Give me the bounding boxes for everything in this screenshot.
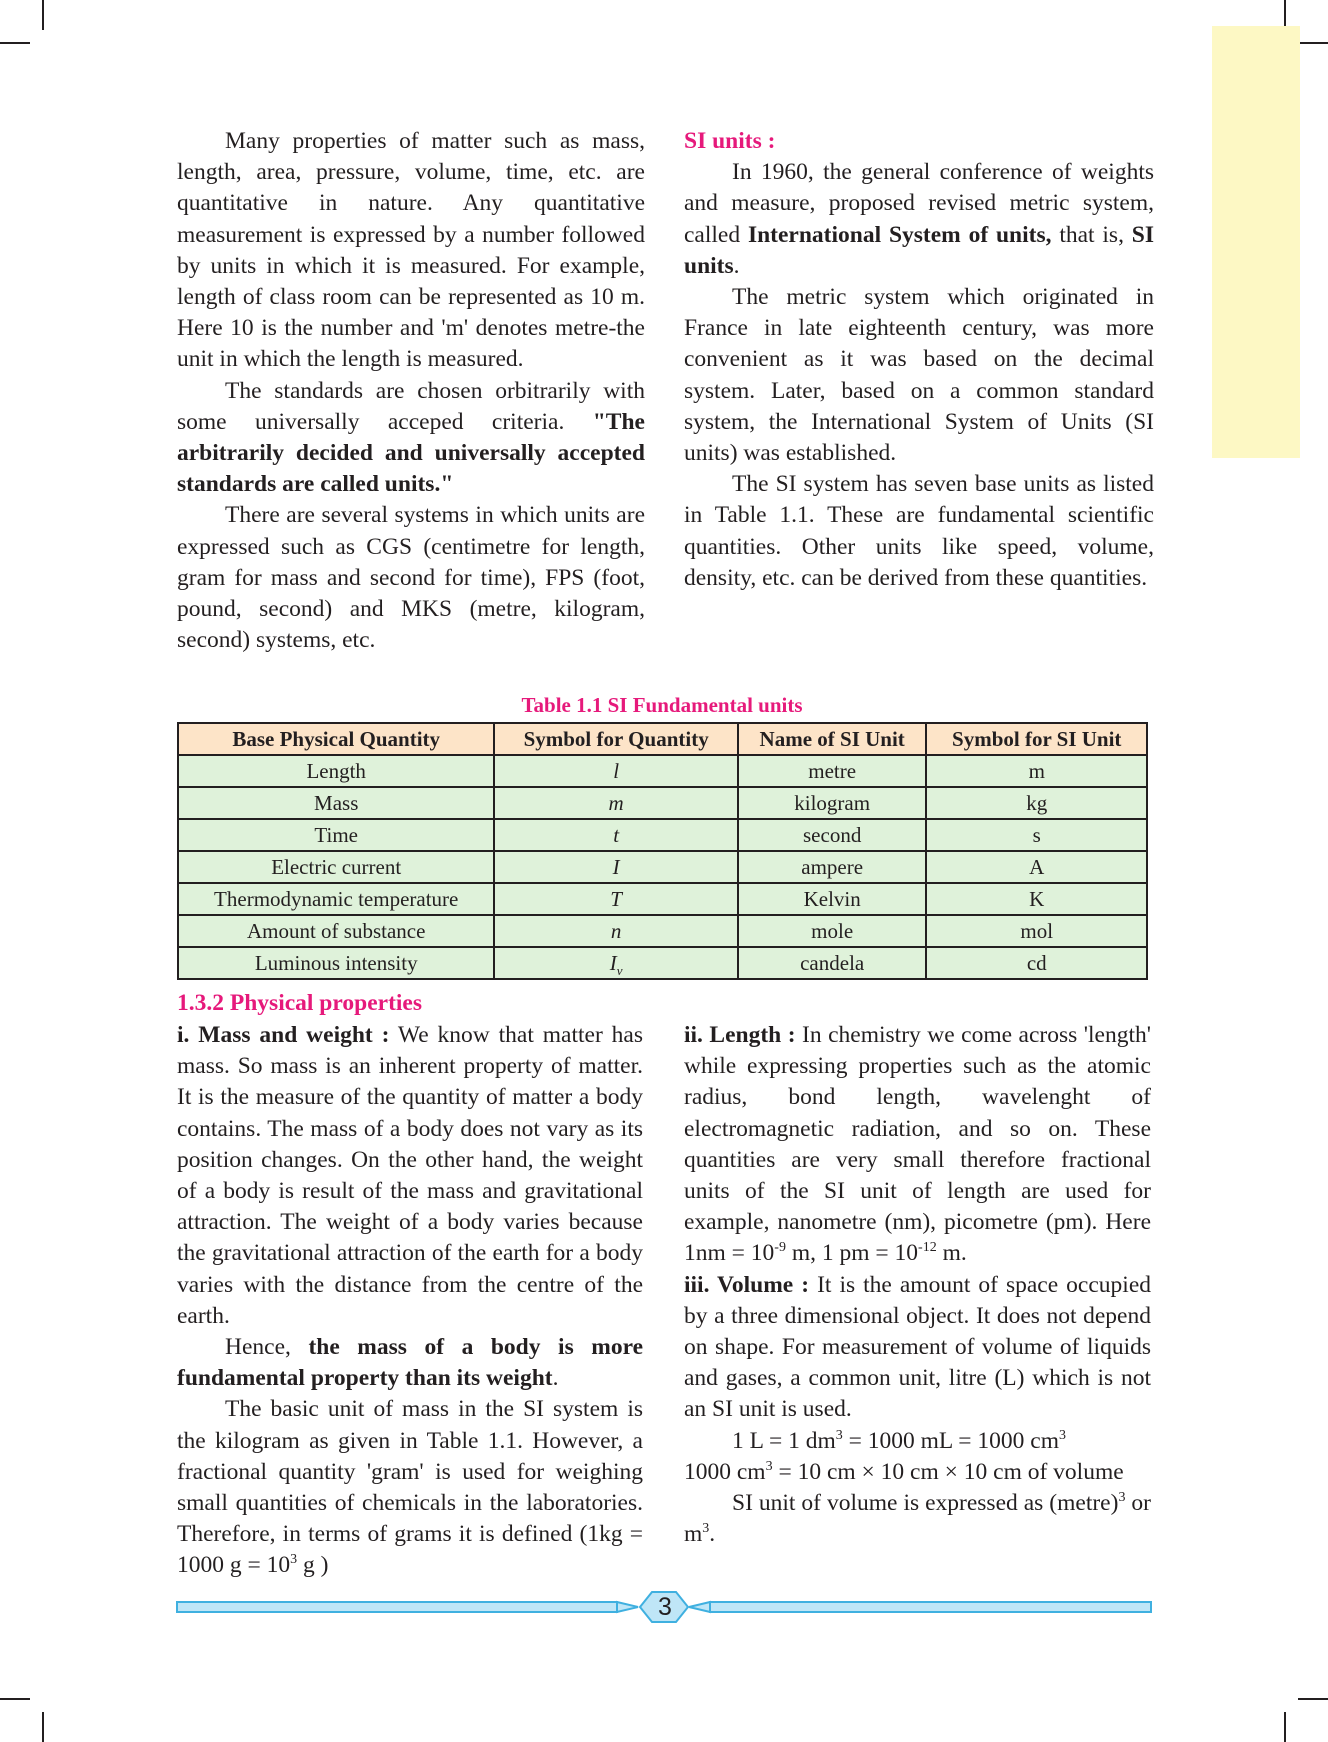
symbol-cell: t xyxy=(494,819,737,851)
superscript: 3 xyxy=(765,1459,773,1475)
table-row xyxy=(178,755,1147,787)
text: In 1960, the general conference of weights and measure, proposed revised metric system, called xyxy=(684,159,1154,248)
paragraph-kilogram xyxy=(177,1394,643,1581)
page-number: 3 xyxy=(658,1593,672,1621)
superscript: 3 xyxy=(290,1552,298,1568)
crop-mark xyxy=(0,42,30,44)
length-label: ii. Length : xyxy=(684,1022,796,1048)
bold-statement: the mass of a body is more fundamental property than its weight xyxy=(177,1334,644,1392)
text: . xyxy=(733,252,740,279)
table-row xyxy=(178,851,1147,883)
crop-mark xyxy=(42,1712,44,1742)
unit-cell: kilogram xyxy=(738,787,927,819)
unit-symbol-cell: m xyxy=(926,755,1147,787)
symbol-cell: I xyxy=(494,851,737,883)
text: In chemistry we come across 'length' while expressing properties such as the atomic radius, bond length, wavelenght of electromagnetic radiation, and so on. These quantities are very small therefore fractional units of the SI unit of length are used for example, nanometre (nm), picometre (pm). Here 1nm = 10 xyxy=(684,1022,1151,1267)
header-base-quantity: Base Physical Quantity xyxy=(178,723,494,755)
paragraph-1960 xyxy=(684,157,1154,282)
text: m, 1 pm = 10 xyxy=(785,1240,919,1267)
table-header-row xyxy=(178,723,1147,755)
unit-symbol-cell: kg xyxy=(926,787,1147,819)
unit-cell: second xyxy=(738,819,927,851)
units-definition: "The arbitrarily decided and universally accepted standards are called units." xyxy=(177,408,645,498)
symbol-cell: T xyxy=(494,883,737,915)
paragraph-volume xyxy=(684,1270,1151,1426)
si-units-heading: SI units : xyxy=(684,128,776,154)
equation-litre xyxy=(684,1426,1151,1457)
volume-label: iii. Volume : xyxy=(684,1271,810,1298)
text: Hence, xyxy=(225,1334,309,1361)
crop-mark xyxy=(1298,42,1328,44)
quantity-cell: Mass xyxy=(178,787,494,819)
quantity-cell: Thermodynamic temperature xyxy=(178,883,494,915)
symbol-main: I xyxy=(609,951,617,975)
text: . xyxy=(552,1365,559,1392)
paragraph-hence xyxy=(177,1332,643,1394)
text: = 10 cm × 10 cm × 10 cm of volume xyxy=(772,1458,1124,1485)
header-symbol-quantity: Symbol for Quantity xyxy=(494,723,737,755)
table-row xyxy=(178,915,1147,947)
text: It is the amount of space occupied by a three dimensional object. It does not depend on shape. For measurement of volume of liquids and gases, a common unit, litre (L) which is not an SI unit is used. xyxy=(684,1271,1151,1423)
quantity-cell: Length xyxy=(178,755,494,787)
paragraph-standards xyxy=(177,376,645,501)
symbol-cell: m xyxy=(494,787,737,819)
side-tab-strip xyxy=(1212,26,1300,458)
superscript: 3 xyxy=(1059,1427,1066,1443)
unit-symbol-cell: s xyxy=(926,819,1147,851)
table-caption: Table 1.1 SI Fundamental units xyxy=(521,693,803,717)
bottom-right-column xyxy=(684,1020,1151,1550)
superscript: -12 xyxy=(918,1240,937,1256)
top-left-column xyxy=(177,126,645,656)
text: We know that matter has mass. So mass is an inherent property of matter. It is the measure of the quantity of matter a body contains. The mass of a body does not vary as its position changes. On the other hand, the weight of a body is result of the mass and gravitational attraction. The weight of a body varies because the gravitational attraction of the earth for a body varies with the distance from the centre of the earth. xyxy=(177,1022,643,1329)
equation-cubic-cm xyxy=(684,1457,1151,1488)
crop-mark xyxy=(42,0,44,30)
top-right-column xyxy=(684,126,1154,594)
superscript: 3 xyxy=(835,1427,843,1443)
paragraph-systems: There are several systems in which units are expressed such as CGS (centimetre for length, gram for mass and second for time), FPS (foot, pound, second) and MKS (metre, kilogram, second) systems, etc. xyxy=(177,502,645,654)
quantity-cell: Amount of substance xyxy=(178,915,494,947)
table-row xyxy=(178,819,1147,851)
paragraph-quantitative: Many properties of matter such as mass, length, area, pressure, volume, time, etc. are quantitative in nature. Any quantitative measurement is expressed by a number followed by units in which it is measured. For example, length of class room can be represented as 10 m. Here 10 is the number and 'm' denotes metre-the unit in which the length is measured. xyxy=(177,128,645,373)
unit-symbol-cell: cd xyxy=(926,947,1147,979)
text: . xyxy=(709,1521,716,1548)
bottom-left-column xyxy=(177,1020,643,1582)
paragraph-seven-base-units: The SI system has seven base units as listed in Table 1.1. These are fundamental scientific quantities. Other units like speed, volume, density, etc. can be derived from these quantities. xyxy=(684,471,1154,591)
quantity-cell: Electric current xyxy=(178,851,494,883)
bold-term: SI units xyxy=(684,221,1154,279)
paragraph-si-volume xyxy=(684,1488,1151,1550)
text: or m xyxy=(684,1490,1151,1548)
mass-weight-label: i. Mass and weight : xyxy=(177,1022,390,1048)
paragraph-mass-weight xyxy=(177,1020,643,1332)
unit-cell: candela xyxy=(738,947,927,979)
unit-cell: ampere xyxy=(738,851,927,883)
superscript: -9 xyxy=(774,1240,786,1256)
quantity-cell: Time xyxy=(178,819,494,851)
si-units-table xyxy=(177,722,1148,980)
unit-cell: mole xyxy=(738,915,927,947)
unit-symbol-cell: K xyxy=(926,883,1147,915)
table-row xyxy=(178,947,1147,979)
unit-symbol-cell: A xyxy=(926,851,1147,883)
section-heading: 1.3.2 Physical properties xyxy=(177,990,422,1016)
crop-mark xyxy=(0,1698,30,1700)
unit-cell: metre xyxy=(738,755,927,787)
symbol-cell xyxy=(494,947,737,979)
paragraph-metric-system: The metric system which originated in France in late eighteenth century, was more convenient as it was based on the decimal system. Later, based on a common standard system, the International System of Units (SI units) was established. xyxy=(684,284,1154,467)
table-row xyxy=(178,787,1147,819)
table-row xyxy=(178,883,1147,915)
header-si-unit-name: Name of SI Unit xyxy=(738,723,927,755)
text: 1000 cm xyxy=(684,1458,766,1485)
crop-mark xyxy=(1298,1698,1328,1700)
unit-cell: Kelvin xyxy=(738,883,927,915)
bold-term: International System of units, xyxy=(747,221,1052,248)
unit-symbol-cell: mol xyxy=(926,915,1147,947)
superscript: 3 xyxy=(702,1521,710,1537)
header-si-unit-symbol: Symbol for SI Unit xyxy=(926,723,1147,755)
text: m. xyxy=(936,1240,967,1267)
text: 1 L = 1 dm xyxy=(732,1427,836,1454)
text: = 1000 mL = 1000 cm xyxy=(842,1427,1059,1454)
symbol-subscript: v xyxy=(616,963,623,979)
crop-mark xyxy=(1284,1712,1286,1742)
symbol-cell: l xyxy=(494,755,737,787)
paragraph-length xyxy=(684,1020,1151,1270)
superscript: 3 xyxy=(1118,1490,1126,1506)
quantity-cell: Luminous intensity xyxy=(178,947,494,979)
text: SI unit of volume is expressed as (metre) xyxy=(732,1490,1119,1517)
text: g ) xyxy=(297,1552,329,1579)
standards-text: The standards are chosen orbitrarily with some universally acceped criteria. xyxy=(177,377,645,435)
text: The basic unit of mass in the SI system is the kilogram as given in Table 1.1. However, a fractional quantity 'gram' is used for weighing small quantities of chemicals in the laboratories. Therefore, in terms of grams it is defined (1kg = 1000 g = 10 xyxy=(177,1396,643,1579)
text: that is, xyxy=(1051,221,1132,248)
symbol-cell: n xyxy=(494,915,737,947)
